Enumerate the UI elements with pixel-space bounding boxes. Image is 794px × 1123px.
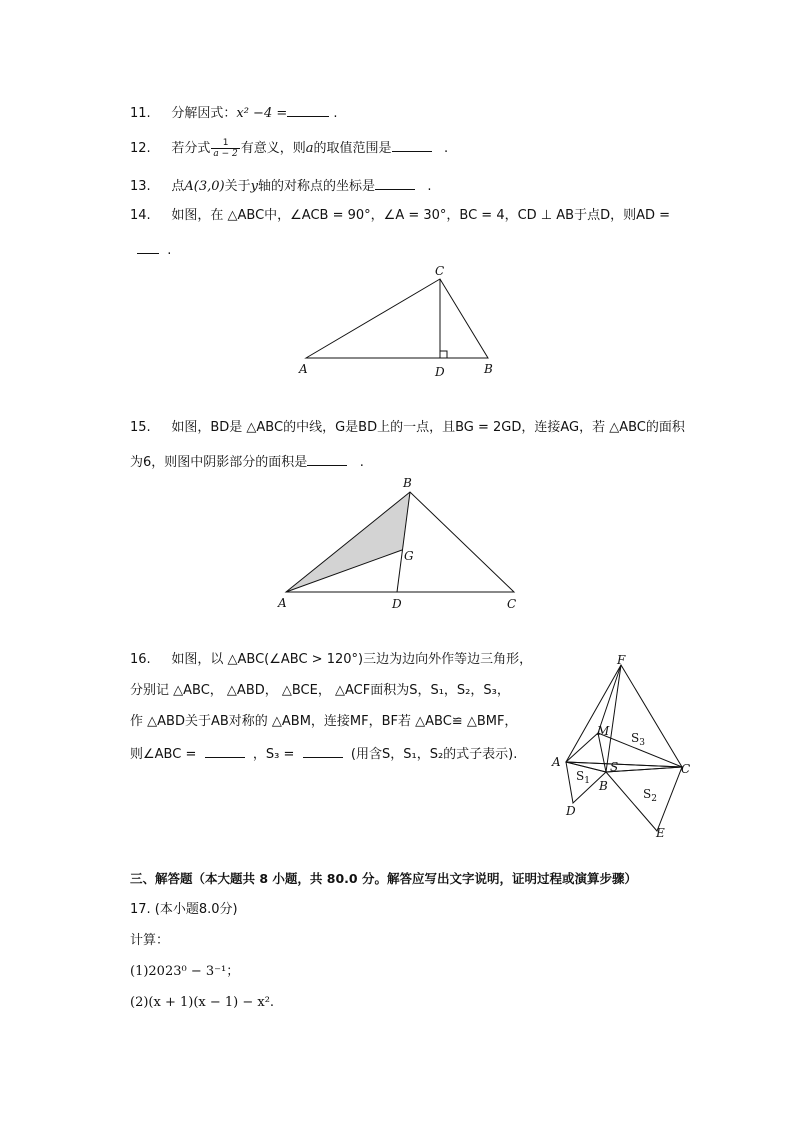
label-s2: $S_2$ [643,787,657,804]
math-variable: y [250,179,258,194]
fraction-numerator: 1 [211,138,239,149]
triangle-acf [566,665,682,767]
question-number: 11. [130,106,151,121]
question-text: 如图，在 △ABC中，∠ACB = 90°，∠A = 30°，BC = 4，CD ⊥ AB于点D，则AD = [171,208,671,223]
label-b: B [599,779,608,793]
label-a: A [278,596,287,610]
label-a: A [552,755,561,769]
math-expression: x² −4 = [236,106,288,121]
math-point: A(3,0) [184,179,225,194]
math-variable: a [305,141,314,156]
period: . [427,179,432,194]
label-g: G [404,549,414,563]
label-c: C [507,597,517,611]
question-17-intro: 计算： [130,933,170,948]
label-m: M [597,724,610,738]
period: . [167,243,172,258]
label-c: C [435,264,445,278]
question-number: 14. [130,208,151,223]
question-text: 如图，BD是 △ABC的中线，G是BD上的一点，且BG = 2GD，连接AG，若 △ABC的面积 [171,420,685,435]
question-number: 15. [130,420,151,435]
question-number: 16. [130,652,151,667]
fraction-denominator: a − 2 [213,149,238,159]
period: . [333,106,338,121]
period: . [359,455,364,470]
label-d: D [435,365,445,379]
question-text: 分别记 △ABC， △ABD， △BCE， △ACF面积为S，S₁，S₂，S₃， [130,683,510,698]
question-text: 轴的对称点的坐标是 [257,179,375,194]
period: . [443,141,449,156]
question-text: 分解因式： [171,106,237,121]
question-text: 有意义，则 [240,141,306,156]
question-text: 若分式 [171,141,211,156]
question-17-part2: (2)(x + 1)(x − 1) − x². [130,995,275,1010]
label-d: D [392,597,402,611]
question-text: 如图，以 △ABC(∠ABC > 120°)三边为边向外作等边三角形， [171,652,533,667]
label-d: D [566,804,576,818]
question-17-part1: (1)2023⁰ − 3⁻¹； [130,964,240,979]
question-text: 点 [171,179,185,194]
question-text: 的取值范围是 [313,141,392,156]
question-number: 12. [130,141,151,156]
question-text: ，S₃ = [252,747,295,762]
segment-am [566,733,598,762]
label-e: E [656,826,665,840]
question-text: 为6，则图中阴影部分的面积是 [130,455,308,470]
question-text: (用含S，S₁，S₂的式子表示). [350,747,518,762]
label-s: S [610,760,619,774]
label-b: B [484,362,493,376]
label-f: F [617,653,626,667]
label-s3: $S_3$ [631,731,645,748]
label-c: C [681,762,691,776]
label-s1: $S_1$ [576,769,590,786]
question-text: 关于 [224,179,251,194]
question-number: 13. [130,179,151,194]
label-b: B [403,476,412,490]
label-a: A [299,362,308,376]
segment-mb [598,733,606,772]
question-text: 作 △ABD关于AB对称的 △ABM，连接MF，BF若 △ABC≌ △BMF， [130,714,518,729]
section-heading: 三、解答题（本大题共 8 小题，共 80.0 分。解答应写出文字说明，证明过程或演算步骤） [130,871,637,886]
segment-bf [606,665,621,772]
question-text: 则∠ABC = [130,747,197,762]
question-17-title: 17. (本小题8.0分) [130,902,238,917]
